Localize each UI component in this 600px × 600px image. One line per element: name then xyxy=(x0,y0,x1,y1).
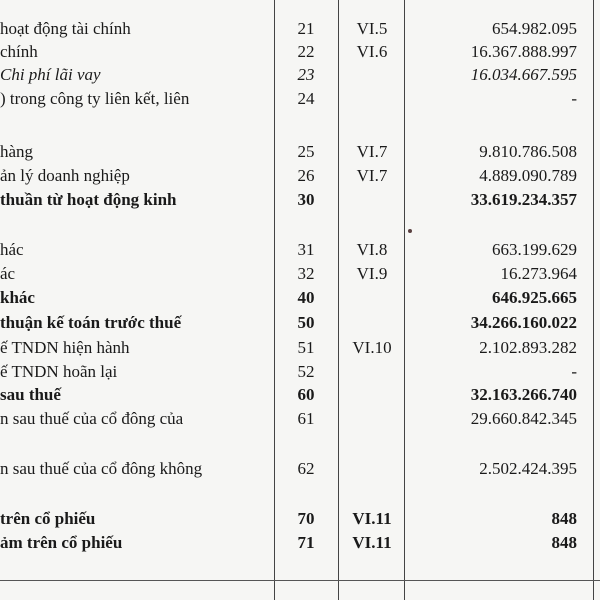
row-amount: 2.102.893.282 xyxy=(479,338,577,357)
row-code: 70 xyxy=(297,509,315,528)
table-row xyxy=(0,337,600,359)
table-row xyxy=(0,18,600,40)
row-code: 25 xyxy=(297,142,315,161)
table-row xyxy=(0,41,600,63)
row-note: VI.7 xyxy=(356,166,388,185)
table-bottom-rule xyxy=(0,580,600,581)
row-note: VI.8 xyxy=(356,240,388,259)
row-amount: 32.163.266.740 xyxy=(470,385,577,404)
row-label: sau thuế xyxy=(0,385,61,404)
row-code: 23 xyxy=(297,65,315,84)
row-code: 60 xyxy=(297,385,315,404)
row-label: thuần từ hoạt động kinh xyxy=(0,190,177,209)
row-amount: 33.619.234.357 xyxy=(470,190,577,209)
row-label: chính xyxy=(0,42,38,61)
row-label: ảm trên cổ phiếu xyxy=(0,533,123,552)
row-code: 40 xyxy=(297,288,315,307)
table-row xyxy=(0,64,600,86)
row-label: Chi phí lãi vay xyxy=(0,65,101,84)
row-code: 71 xyxy=(297,533,315,552)
row-note: VI.9 xyxy=(356,264,388,283)
row-code: 22 xyxy=(297,42,315,61)
row-label: ác xyxy=(0,264,16,283)
table-row xyxy=(0,287,600,309)
row-label: hàng xyxy=(0,142,34,161)
table-row xyxy=(0,408,600,430)
row-code: 31 xyxy=(297,240,315,259)
row-label: trên cổ phiếu xyxy=(0,509,96,528)
row-amount: 16.273.964 xyxy=(500,264,577,283)
row-amount: 848 xyxy=(551,533,577,552)
row-note: VI.11 xyxy=(352,533,392,552)
row-label: hác xyxy=(0,240,24,259)
row-amount: 663.199.629 xyxy=(492,240,577,259)
row-amount: 654.982.095 xyxy=(492,19,577,38)
row-note: VI.7 xyxy=(356,142,388,161)
row-code: 52 xyxy=(297,362,315,381)
row-label: ) trong công ty liên kết, liên xyxy=(0,89,190,108)
row-code: 62 xyxy=(297,459,315,478)
row-amount: 848 xyxy=(551,509,577,528)
table-row xyxy=(0,312,600,334)
row-note: VI.10 xyxy=(352,338,392,357)
row-note: VI.11 xyxy=(352,509,392,528)
table-row xyxy=(0,532,600,554)
row-note: VI.6 xyxy=(356,42,388,61)
ink-speck xyxy=(408,229,412,233)
table-row xyxy=(0,88,600,110)
row-label: n sau thuế của cổ đông của xyxy=(0,409,184,428)
row-code: 50 xyxy=(297,313,315,332)
table-row xyxy=(0,361,600,383)
row-label: khác xyxy=(0,288,35,307)
row-amount: 16.034.667.595 xyxy=(470,65,577,84)
row-amount: 4.889.090.789 xyxy=(479,166,577,185)
row-label: thuận kế toán trước thuế xyxy=(0,313,182,332)
row-code: 61 xyxy=(297,409,315,428)
row-label: hoạt động tài chính xyxy=(0,19,131,38)
row-code: 26 xyxy=(297,166,315,185)
row-code: 21 xyxy=(297,19,315,38)
row-label: ản lý doanh nghiệp xyxy=(0,166,130,185)
row-amount: 2.502.424.395 xyxy=(479,459,577,478)
row-amount: - xyxy=(571,362,577,381)
row-amount: 646.925.665 xyxy=(492,288,577,307)
row-amount: 34.266.160.022 xyxy=(470,313,577,332)
row-note: VI.5 xyxy=(356,19,388,38)
row-label: ế TNDN hoãn lại xyxy=(0,362,118,381)
table-row xyxy=(0,239,600,261)
row-label: ế TNDN hiện hành xyxy=(0,338,130,357)
table-row xyxy=(0,508,600,530)
row-code: 24 xyxy=(297,89,315,108)
row-label: n sau thuế của cổ đông không xyxy=(0,459,203,478)
row-amount: 16.367.888.997 xyxy=(470,42,577,61)
row-code: 30 xyxy=(297,190,315,209)
row-amount: 9.810.786.508 xyxy=(479,142,577,161)
table-row xyxy=(0,189,600,211)
table-row xyxy=(0,263,600,285)
table-row xyxy=(0,141,600,163)
row-code: 32 xyxy=(297,264,315,283)
row-code: 51 xyxy=(297,338,315,357)
row-amount: - xyxy=(571,89,577,108)
row-amount: 29.660.842.345 xyxy=(470,409,577,428)
table-row xyxy=(0,384,600,406)
table-row xyxy=(0,165,600,187)
table-row xyxy=(0,458,600,480)
